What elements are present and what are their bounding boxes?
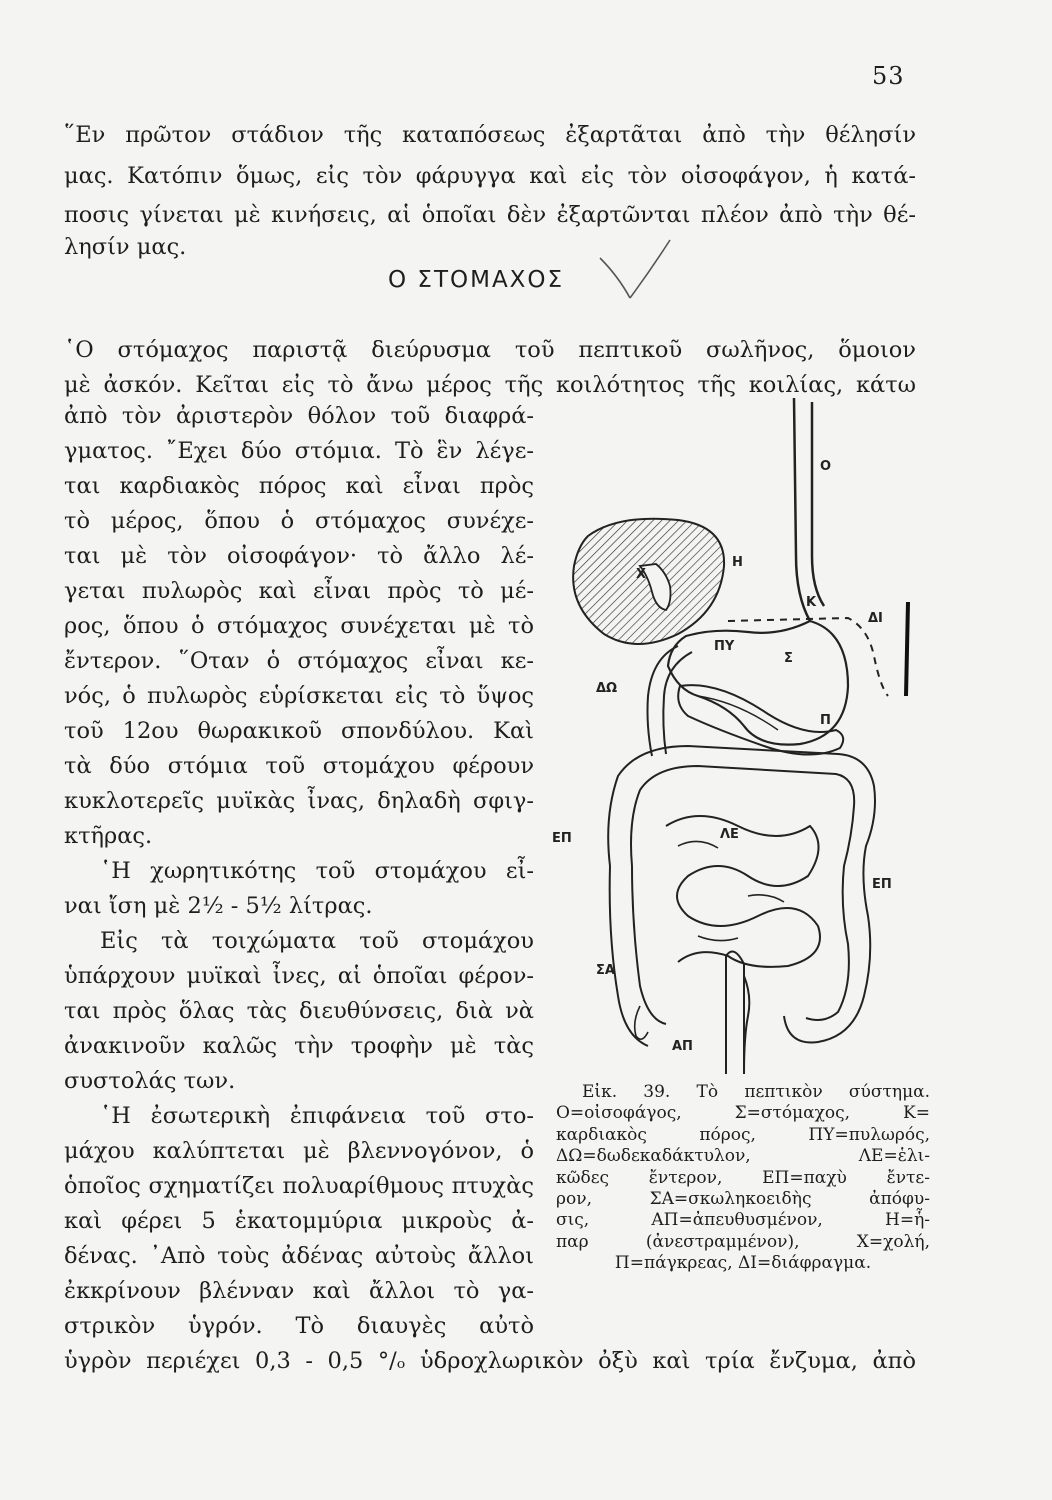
- paragraph-line: ὑγρὸν περιέχει 0,3 - 0,5 °/ₒ ὑδροχλωρικὸν ὀξὺ καὶ τρία ἔνζυμα, ἀπὸ: [64, 1348, 916, 1374]
- column-line: δένας. ᾿Απὸ τοὺς ἀδένας αὐτοὺς ἄλλοι: [64, 1243, 534, 1269]
- column-line: ται μὲ τὸν οἰσοφάγον· τὸ ἄλλο λέ-: [64, 543, 534, 569]
- column-line: γματος. ῎Εχει δύο στόμια. Τὸ ἓν λέγε-: [64, 438, 534, 464]
- caption-line: κῶδες ἔντερον, ΕΠ=παχὺ ἔντε-: [556, 1167, 930, 1188]
- label-diaphragm: ΔΙ: [868, 611, 883, 626]
- column-line: συστολάς των.: [64, 1068, 236, 1094]
- column-line: κυκλοτερεῖς μυϊκὰς ἶνας, δηλαδὴ σφιγ-: [64, 788, 534, 814]
- colon-shape: [608, 746, 875, 1042]
- caption-line: παρ (ἀνεστραμμένον), Χ=χολή,: [556, 1231, 930, 1252]
- caption-line: ΔΩ=δωδεκαδάκτυλον, ΛΕ=ἑλι-: [556, 1146, 930, 1167]
- column-line: ἔντερον. ῞Οταν ὁ στόμαχος εἶναι κε-: [64, 648, 534, 674]
- caption-line: Π=πάγκρεας, ΔΙ=διάφραγμα.: [614, 1253, 872, 1274]
- intro-line: μας. Κατόπιν ὅμως, εἰς τὸν φάρυγγα καὶ εἰς τὸν οἰσοφάγον, ἡ κατά-: [64, 163, 916, 189]
- handwritten-check-mark: [590, 236, 680, 316]
- column-line: ἐκκρίνουν βλένναν καὶ ἄλλοι τὸ γα-: [64, 1278, 534, 1304]
- intro-line: ῞Εν πρῶτον στάδιον τῆς καταπόσεως ἐξαρτᾶται ἀπὸ τὴν θέλησίν: [64, 122, 916, 148]
- digestive-system-figure: [548, 396, 928, 1076]
- small-intestine-shape: [666, 816, 820, 967]
- intro-line: λησίν μας.: [64, 234, 187, 260]
- label-cardia: Κ: [806, 595, 817, 610]
- column-line: ται πρὸς ὅλας τὰς διευθύνσεις, διὰ νὰ: [64, 998, 534, 1024]
- page-number: 53: [872, 62, 905, 90]
- abdominal-wall: [904, 602, 910, 696]
- column-line: ὁποῖος σχηματίζει πολυαρίθμους πτυχὰς: [64, 1173, 534, 1199]
- label-pancreas: Π: [820, 713, 831, 728]
- column-line: ναι ἴση μὲ 2½ - 5½ λίτρας.: [64, 893, 373, 919]
- column-line: τὸ μέρος, ὅπου ὁ στόμαχος συνέχε-: [64, 508, 534, 534]
- column-line: κτῆρας.: [64, 823, 153, 849]
- column-line: νός, ὁ πυλωρὸς εὑρίσκεται εἰς τὸ ὕψος: [64, 683, 534, 709]
- column-line: στρικὸν ὑγρόν. Τὸ διαυγὲς αὐτὸ: [64, 1313, 534, 1339]
- column-line: ῾Η χωρητικότης τοῦ στομάχου εἶ-: [100, 858, 534, 884]
- figure-caption: [556, 1082, 930, 1275]
- section-title: Ο ΣΤΟΜΑΧΟΣ: [388, 267, 565, 293]
- column-line: ἀνακινοῦν καλῶς τὴν τροφὴν μὲ τὰς: [64, 1033, 534, 1059]
- diaphragm-line: [728, 618, 888, 696]
- label-small-intestine: ΛΕ: [720, 827, 739, 842]
- paragraph-line: ῾Ο στόμαχος παριστᾷ διεύρυσμα τοῦ πεπτικοῦ σωλῆνος, ὅμοιον: [64, 337, 916, 363]
- column-line: τὰ δύο στόμια τοῦ στομάχου φέρουν: [64, 753, 534, 779]
- label-appendix: ΣΑ: [596, 963, 615, 978]
- label-rectum: ΑΠ: [672, 1039, 693, 1054]
- column-line: γεται πυλωρὸς καὶ εἶναι πρὸς τὸ μέ-: [64, 578, 534, 604]
- caption-line: καρδιακὸς πόρος, ΠΥ=πυλωρός,: [556, 1124, 930, 1145]
- label-colon-left: ΕΠ: [552, 831, 572, 846]
- label-stomach: Σ: [784, 651, 793, 666]
- label-pylorus: ΠΥ: [714, 639, 735, 654]
- caption-line: Εἰκ. 39. Τὸ πεπτικὸν σύστημα.: [582, 1082, 930, 1102]
- column-line: ὑπάρχουν μυϊκαὶ ἶνες, αἱ ὁποῖαι φέρον-: [64, 963, 534, 989]
- column-line: ῾Η ἐσωτερικὴ ἐπιφάνεια τοῦ στο-: [100, 1103, 534, 1129]
- label-liver: Η: [732, 555, 743, 570]
- caption-line: Ο=οἰσοφάγος, Σ=στόμαχος, Κ=: [556, 1103, 930, 1124]
- esophagus-shape: [794, 398, 810, 621]
- column-line: ρος, ὅπου ὁ στόμαχος συνέχεται μὲ τὸ: [64, 613, 534, 639]
- caption-line: ρον, ΣΑ=σκωληκοειδὴς ἀπόφυ-: [556, 1189, 930, 1210]
- column-line: Εἰς τὰ τοιχώματα τοῦ στομάχου: [100, 928, 534, 954]
- label-bile: Χ: [636, 567, 647, 582]
- label-oesophagus: Ο: [820, 459, 832, 474]
- paragraph-line: μὲ ἀσκόν. Κεῖται εἰς τὸ ἄνω μέρος τῆς κοιλότητος τῆς κοιλίας, κάτω: [64, 372, 916, 398]
- column-line: τοῦ 12ου θωρακικοῦ σπονδύλου. Καὶ: [64, 718, 534, 744]
- label-duodenum: ΔΩ: [596, 681, 618, 696]
- caption-line: σις, ΑΠ=ἀπευθυσμένον, Η=ἧ-: [556, 1210, 930, 1231]
- intro-line: ποσις γίνεται μὲ κινήσεις, αἱ ὁποῖαι δὲν ἐξαρτῶνται πλέον ἀπὸ τὴν θέ-: [64, 202, 916, 228]
- rectum-shape: [726, 956, 749, 1074]
- pancreas-shape: [678, 685, 843, 754]
- column-line: ἀπὸ τὸν ἀριστερὸν θόλον τοῦ διαφρά-: [64, 403, 534, 429]
- column-line: ται καρδιακὸς πόρος καὶ εἶναι πρὸς: [64, 473, 534, 499]
- label-colon-right: ΕΠ: [872, 877, 892, 892]
- column-line: μάχου καλύπτεται μὲ βλεννογόνον, ὁ: [64, 1138, 534, 1164]
- appendix-shape: [635, 1006, 648, 1039]
- column-line: καὶ φέρει 5 ἑκατομμύρια μικροὺς ἀ-: [64, 1208, 534, 1234]
